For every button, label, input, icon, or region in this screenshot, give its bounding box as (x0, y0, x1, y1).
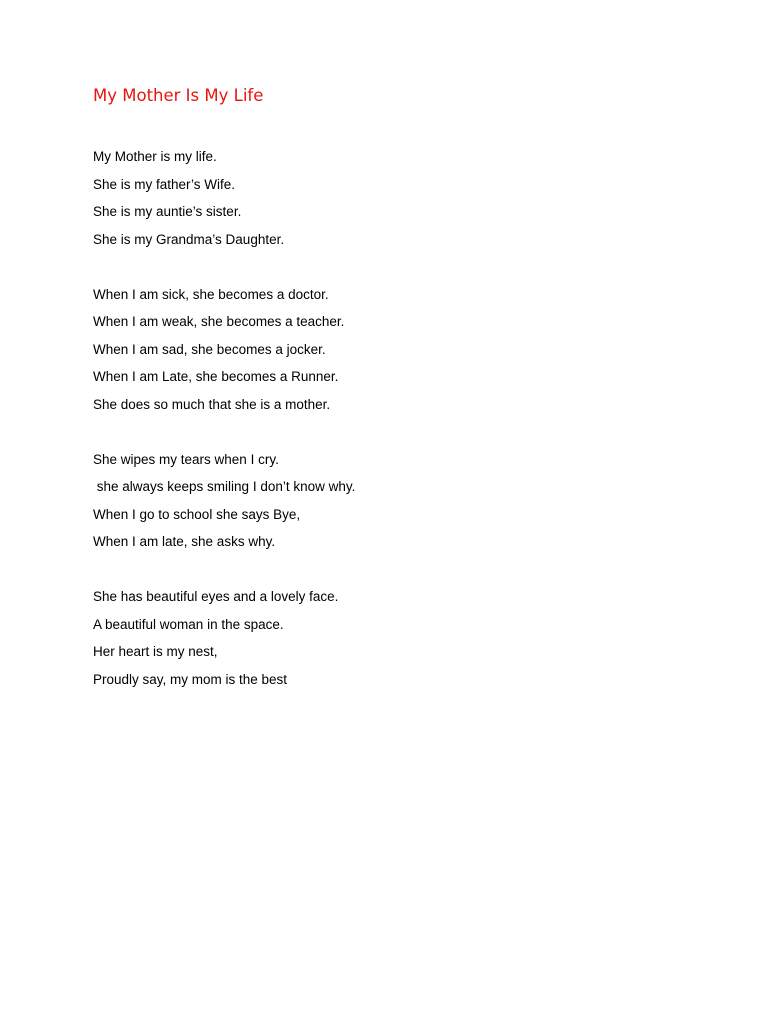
poem-title: My Mother Is My Life (93, 86, 264, 105)
poem-line: She is my Grandma’s Daughter. (93, 231, 285, 247)
poem-line: When I am late, she asks why. (93, 534, 276, 549)
poem-line: When I am Late, she becomes a Runner. (93, 369, 339, 384)
poem-line: She has beautiful eyes and a lovely face. (93, 589, 339, 604)
poem-line: When I am sad, she becomes a jocker. (93, 341, 326, 357)
poem-line: She does so much that she is a mother. (93, 396, 331, 412)
poem-body (93, 143, 693, 721)
poem-line: My Mother is my life. (93, 149, 217, 164)
poem-line: A beautiful woman in the space. (93, 616, 284, 632)
poem-line: She is my auntie’s sister. (93, 204, 242, 219)
poem-line: Proudly say, my mom is the best (93, 671, 288, 687)
stanza (93, 143, 693, 253)
poem-line: When I am weak, she becomes a teacher. (93, 314, 345, 329)
poem-line: Her heart is my nest, (93, 644, 218, 659)
poem-line: She is my father’s Wife. (93, 176, 236, 192)
poem-line: she always keeps smiling I don’t know why. (93, 479, 356, 494)
stanza (93, 281, 693, 419)
poem-line: When I go to school she says Bye, (93, 506, 301, 522)
stanza (93, 583, 693, 693)
poem-line: When I am sick, she becomes a doctor. (93, 286, 329, 302)
poem-line: She wipes my tears when I cry. (93, 451, 279, 467)
stanza (93, 446, 693, 556)
